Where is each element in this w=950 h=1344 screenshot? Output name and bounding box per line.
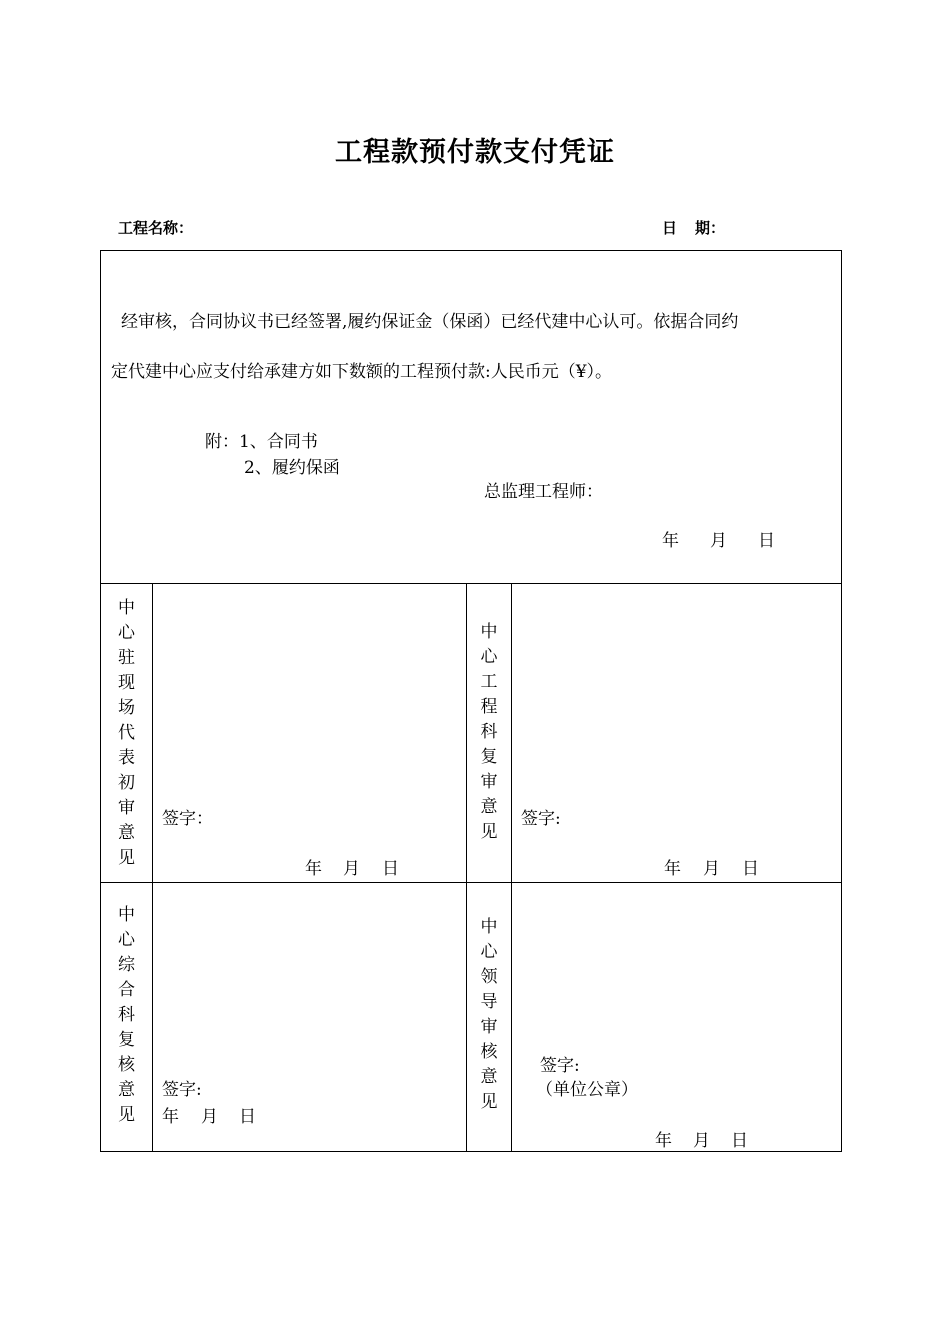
date-label-period: 期： [695, 219, 726, 237]
engineering-date-day: 日 [742, 859, 759, 879]
engineering-label-cell [467, 584, 512, 883]
leadership-vertical-label: 中 心 领 导 审 核 意 见 [480, 917, 498, 1112]
general-dept-date-month: 月 [201, 1107, 218, 1127]
supervisor-signature-label: 总监理工程师： [484, 482, 603, 502]
site-rep-date-year: 年 [305, 859, 322, 879]
general-dept-vertical-label: 中 心 综 合 科 复 核 意 见 [118, 905, 135, 1125]
supervisor-date-day: 日 [758, 531, 775, 551]
engineering-vertical-label: 中 心 工 程 科 复 审 意 见 [480, 622, 498, 842]
date-label-day: 日 [662, 219, 678, 237]
site-rep-label-cell [101, 584, 153, 883]
attachment-2: 2、履约保函 [244, 458, 340, 478]
approval-statement-cell [101, 251, 842, 584]
supervisor-date-year: 年 [662, 531, 679, 551]
statement-line-2: 定代建中心应支付给承建方如下数额的工程预付款:人民币元（¥）。 [111, 362, 613, 382]
attachment-1: 附：1、合同书 [205, 432, 318, 452]
supervisor-date-month: 月 [710, 531, 727, 551]
statement-line-1: 经审核，合同协议书已经签署,履约保证金（保函）已经代建中心认可。依据合同约 [121, 312, 739, 332]
general-dept-label-cell [101, 883, 153, 1152]
date-label [662, 217, 725, 238]
leadership-seal-label: （单位公章） [536, 1080, 638, 1100]
leadership-label-cell [467, 883, 512, 1152]
leadership-date-month: 月 [693, 1131, 710, 1151]
engineering-opinion-cell[interactable] [512, 584, 842, 883]
engineering-date-year: 年 [664, 859, 681, 879]
leadership-opinion-cell[interactable] [512, 883, 842, 1152]
general-dept-date-year: 年 [162, 1107, 179, 1127]
site-rep-date-day: 日 [382, 859, 399, 879]
leadership-sign-label: 签字: [540, 1056, 580, 1076]
site-rep-date-month: 月 [343, 859, 360, 879]
engineering-date-month: 月 [703, 859, 720, 879]
engineering-sign-label: 签字: [521, 809, 561, 829]
general-dept-date-day: 日 [239, 1107, 256, 1127]
page-title: 工程款预付款支付凭证 [335, 137, 615, 168]
leadership-date-day: 日 [731, 1131, 748, 1151]
site-rep-opinion-cell[interactable] [153, 584, 467, 883]
general-dept-sign-label: 签字: [162, 1080, 202, 1100]
site-rep-sign-label: 签字： [162, 809, 213, 829]
general-dept-opinion-cell[interactable] [153, 883, 467, 1152]
voucher-table [100, 250, 842, 1152]
project-name-label: 工程名称： [118, 219, 194, 237]
leadership-date-year: 年 [655, 1131, 672, 1151]
site-rep-vertical-label: 中 心 驻 现 场 代 表 初 审 意 见 [118, 598, 135, 868]
